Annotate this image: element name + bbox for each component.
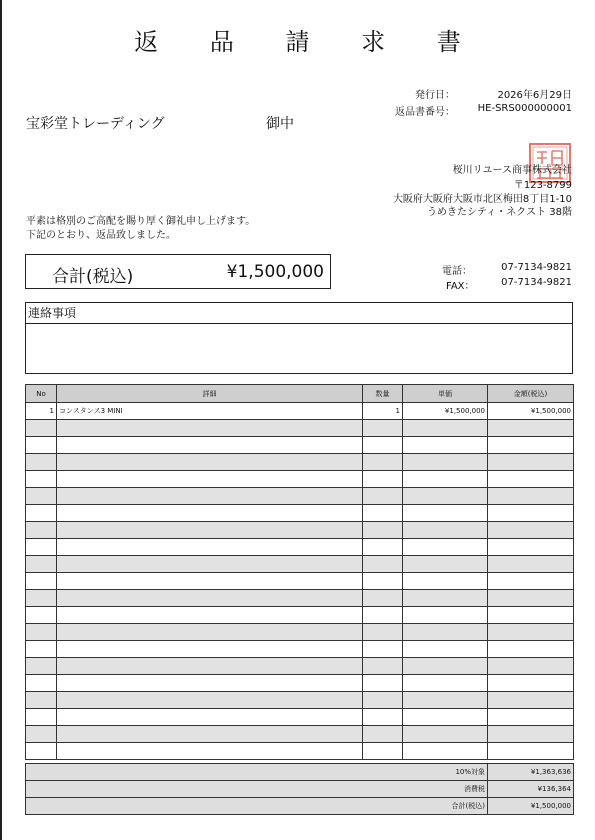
phone-label: 電話：	[442, 266, 472, 277]
document-title: 返 品 請 求 書	[134, 28, 483, 56]
row-amount	[488, 539, 574, 556]
total-value: ¥1,500,000	[226, 262, 324, 282]
row-quantity	[363, 505, 403, 522]
total-label: 合計(税込)	[52, 267, 134, 287]
phone-number: 07-7134-9821	[501, 262, 572, 273]
row-detail	[57, 420, 363, 437]
row-unit-price	[403, 743, 488, 760]
row-unit-price	[403, 522, 488, 539]
row-no	[26, 675, 57, 692]
row-no: 1	[26, 403, 57, 420]
greeting-line-2: 下記のとおり、返品致しました。	[26, 230, 176, 241]
row-amount: ¥1,500,000	[488, 403, 574, 420]
summary-row	[26, 781, 574, 798]
row-no	[26, 488, 57, 505]
fax-label: FAX：	[446, 281, 475, 292]
summary-value: ¥1,500,000	[488, 798, 574, 815]
summary-row	[26, 764, 574, 781]
row-unit-price	[403, 505, 488, 522]
header-quantity: 数量	[363, 385, 403, 403]
row-quantity	[363, 522, 403, 539]
notes-box	[25, 302, 573, 374]
row-quantity	[363, 675, 403, 692]
table-row	[26, 454, 574, 471]
row-quantity	[363, 471, 403, 488]
row-amount	[488, 488, 574, 505]
row-detail	[57, 675, 363, 692]
row-no	[26, 641, 57, 658]
row-unit-price	[403, 590, 488, 607]
row-detail: コンスタンス3 MINI	[57, 403, 363, 420]
page-border	[0, 0, 2, 840]
row-amount	[488, 624, 574, 641]
row-quantity	[363, 454, 403, 471]
document-number-label: 返品書番号：	[395, 107, 455, 118]
recipient-name: 宝彩堂トレーディング	[26, 116, 165, 132]
row-amount	[488, 607, 574, 624]
row-quantity	[363, 607, 403, 624]
row-no	[26, 454, 57, 471]
sender-postal: 〒123-8799	[513, 180, 572, 191]
greeting-line-1: 平素は格別のご高配を賜り厚く御礼申し上げます。	[26, 216, 256, 227]
row-amount	[488, 692, 574, 709]
total-box	[25, 254, 331, 289]
row-detail	[57, 454, 363, 471]
row-detail	[57, 658, 363, 675]
row-unit-price	[403, 471, 488, 488]
row-amount	[488, 726, 574, 743]
sender-address-line1: 大阪府大阪府大阪市北区梅田8丁目1-10	[392, 194, 572, 205]
row-unit-price	[403, 658, 488, 675]
row-no	[26, 573, 57, 590]
recipient-honorific: 御中	[266, 116, 294, 132]
row-amount	[488, 658, 574, 675]
row-amount	[488, 590, 574, 607]
summary-label: 消費税	[26, 781, 488, 798]
row-quantity	[363, 420, 403, 437]
row-amount	[488, 471, 574, 488]
row-quantity	[363, 641, 403, 658]
table-row	[26, 403, 574, 420]
table-row	[26, 420, 574, 437]
issue-date: 2026年6月29日	[497, 90, 572, 101]
row-unit-price	[403, 539, 488, 556]
row-no	[26, 709, 57, 726]
sender-company: 桜川リユース商事株式会社	[452, 165, 572, 176]
items-header-row	[26, 385, 574, 403]
summary-value: ¥136,364	[488, 781, 574, 798]
table-row	[26, 641, 574, 658]
row-quantity	[363, 590, 403, 607]
row-detail	[57, 692, 363, 709]
row-no	[26, 726, 57, 743]
row-detail	[57, 539, 363, 556]
summary-row	[26, 798, 574, 815]
row-no	[26, 624, 57, 641]
row-quantity	[363, 726, 403, 743]
fax-number: 07-7134-9821	[501, 277, 572, 288]
row-quantity	[363, 556, 403, 573]
row-amount	[488, 573, 574, 590]
row-detail	[57, 556, 363, 573]
row-detail	[57, 437, 363, 454]
row-quantity	[363, 624, 403, 641]
summary-label: 合計(税込)	[26, 798, 488, 815]
row-amount	[488, 641, 574, 658]
greeting-message	[26, 215, 255, 243]
row-unit-price	[403, 607, 488, 624]
issue-date-label: 発行日：	[415, 90, 455, 101]
row-detail	[57, 641, 363, 658]
items-table	[25, 384, 574, 760]
row-quantity	[363, 437, 403, 454]
header-detail: 詳細	[57, 385, 363, 403]
row-detail	[57, 488, 363, 505]
summary-label: 10%対象	[26, 764, 488, 781]
table-row	[26, 471, 574, 488]
row-quantity	[363, 692, 403, 709]
row-no	[26, 692, 57, 709]
row-unit-price	[403, 556, 488, 573]
row-no	[26, 590, 57, 607]
row-no	[26, 607, 57, 624]
table-row	[26, 488, 574, 505]
summary-table	[25, 763, 574, 815]
row-detail	[57, 726, 363, 743]
header-no: No	[26, 385, 57, 403]
row-quantity	[363, 743, 403, 760]
row-detail	[57, 505, 363, 522]
row-detail	[57, 522, 363, 539]
row-detail	[57, 590, 363, 607]
document-number: HE-SRS000000001	[477, 103, 572, 114]
row-detail	[57, 709, 363, 726]
header-unit-price: 単価	[403, 385, 488, 403]
table-row	[26, 624, 574, 641]
row-amount	[488, 454, 574, 471]
row-unit-price	[403, 454, 488, 471]
row-no	[26, 539, 57, 556]
row-detail	[57, 471, 363, 488]
row-amount	[488, 437, 574, 454]
row-unit-price	[403, 488, 488, 505]
row-quantity	[363, 539, 403, 556]
row-unit-price	[403, 675, 488, 692]
row-quantity: 1	[363, 403, 403, 420]
row-amount	[488, 420, 574, 437]
row-quantity	[363, 488, 403, 505]
row-unit-price	[403, 420, 488, 437]
table-row	[26, 692, 574, 709]
row-no	[26, 437, 57, 454]
table-row	[26, 556, 574, 573]
row-unit-price	[403, 573, 488, 590]
row-no	[26, 658, 57, 675]
table-row	[26, 607, 574, 624]
row-amount	[488, 743, 574, 760]
sender-address-line2: うめきたシティ・ネクスト 38階	[426, 207, 572, 218]
row-unit-price	[403, 726, 488, 743]
row-amount	[488, 505, 574, 522]
row-no	[26, 420, 57, 437]
row-quantity	[363, 709, 403, 726]
row-detail	[57, 573, 363, 590]
row-amount	[488, 522, 574, 539]
table-row	[26, 709, 574, 726]
table-row	[26, 726, 574, 743]
row-detail	[57, 624, 363, 641]
header-amount: 金額(税込)	[488, 385, 574, 403]
row-amount	[488, 556, 574, 573]
row-no	[26, 471, 57, 488]
row-no	[26, 522, 57, 539]
row-detail	[57, 607, 363, 624]
row-no	[26, 556, 57, 573]
row-unit-price	[403, 709, 488, 726]
table-row	[26, 590, 574, 607]
summary-value: ¥1,363,636	[488, 764, 574, 781]
row-quantity	[363, 658, 403, 675]
row-unit-price	[403, 692, 488, 709]
table-row	[26, 505, 574, 522]
row-detail	[57, 743, 363, 760]
table-row	[26, 573, 574, 590]
table-row	[26, 675, 574, 692]
row-amount	[488, 709, 574, 726]
row-unit-price	[403, 437, 488, 454]
notes-heading: 連絡事項	[26, 303, 572, 324]
table-row	[26, 539, 574, 556]
row-no	[26, 505, 57, 522]
row-unit-price: ¥1,500,000	[403, 403, 488, 420]
row-unit-price	[403, 624, 488, 641]
row-unit-price	[403, 641, 488, 658]
table-row	[26, 658, 574, 675]
table-row	[26, 437, 574, 454]
table-row	[26, 743, 574, 760]
row-quantity	[363, 573, 403, 590]
row-no	[26, 743, 57, 760]
row-amount	[488, 675, 574, 692]
table-row	[26, 522, 574, 539]
